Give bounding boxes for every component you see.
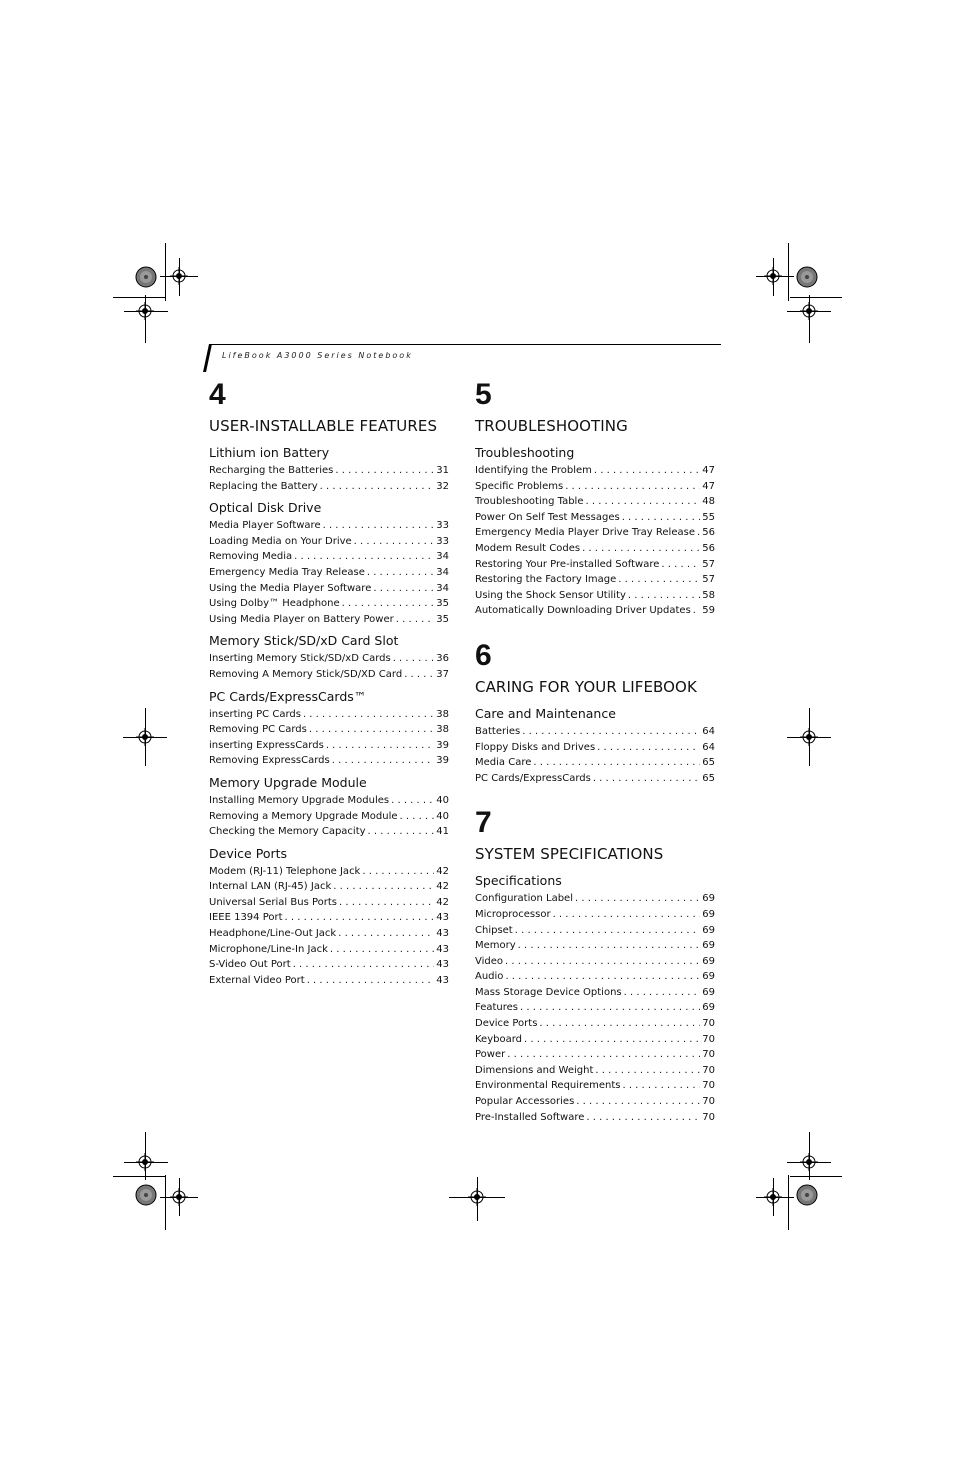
running-header [209,344,721,374]
crop-line [756,1197,794,1198]
dot-leader [594,463,700,479]
toc-entry-label: PC Cards/ExpressCards [475,772,591,784]
toc-entry-label: External Video Port [209,974,305,986]
toc-entry-label: Video [475,955,504,967]
crop-line [113,1176,165,1177]
toc-entry-label: Emergency Media Player Drive Tray Release [475,527,695,539]
chapter-block [475,639,715,786]
crop-line [449,1197,505,1198]
toc-entry-label: Features [475,1002,518,1014]
chapter-title: USER-INSTALLABLE FEATURES [209,417,438,435]
crop-line [787,311,831,312]
toc-entry[interactable] [209,667,449,683]
dot-leader [522,724,700,740]
toc-entry-page: 39 [436,739,449,751]
dot-leader [524,1032,700,1048]
crop-line [788,1175,789,1230]
color-target-icon [796,266,818,288]
toc-entry-page: 64 [702,725,715,737]
toc-entry-label: Universal Serial Bus Ports [209,896,338,908]
chapter-title: TROUBLESHOOTING [475,417,628,435]
toc-entry-page: 35 [436,613,449,625]
dot-leader [294,549,434,565]
toc-entry-label: Power [475,1049,506,1061]
toc-entry-label: Removing Media [209,551,293,563]
toc-entry-page: 69 [702,940,715,952]
toc-entry[interactable] [475,954,715,970]
dot-leader [624,985,701,1001]
dot-leader [367,565,434,581]
toc-entry-page: 56 [702,542,715,554]
dot-leader [362,864,434,880]
crop-line [790,1176,842,1177]
toc-column-right [475,378,715,1131]
toc-entry[interactable] [209,651,449,667]
section-heading: Optical Disk Drive [209,500,322,516]
toc-entry-label: Popular Accessories [475,1096,575,1108]
toc-entry-page: 69 [702,924,715,936]
dot-leader [585,494,700,510]
toc-entry-label: Memory [475,940,516,952]
dot-leader [576,1094,700,1110]
toc-entry-page: 40 [436,810,449,822]
toc-entry-page: 55 [702,511,715,523]
toc-entry-page: 43 [436,943,449,955]
toc-entry[interactable] [475,572,715,588]
color-target-icon [135,1184,157,1206]
section-heading: Device Ports [209,845,288,861]
dot-leader [330,942,434,958]
dot-leader [303,707,434,723]
chapter-title: CARING FOR YOUR LIFEBOOK [475,677,697,696]
dot-leader [307,973,435,989]
toc-entry-page: 34 [436,582,449,594]
dot-leader [339,895,434,911]
dot-leader [400,809,435,825]
crop-line [160,1197,198,1198]
toc-entry[interactable] [209,534,449,550]
toc-entry-page: 39 [436,755,449,767]
crop-line [787,1162,831,1163]
toc-entry-page: 43 [436,912,449,924]
toc-entry-label: Restoring the Factory Image [475,574,617,586]
toc-entry-page: 33 [436,520,449,532]
crop-line [165,243,166,301]
toc-entry[interactable] [475,1094,715,1110]
toc-entry-label: inserting PC Cards [209,708,301,720]
toc-entry[interactable] [209,753,449,769]
toc-entry-page: 38 [436,708,449,720]
toc-column-left [209,378,449,994]
toc-entry[interactable] [209,596,449,612]
dot-leader [565,479,700,495]
crop-line [788,243,789,301]
toc-entry-label: Identifying the Problem [475,465,592,476]
toc-entry[interactable] [475,1032,715,1048]
toc-entry[interactable] [475,907,715,923]
toc-entry[interactable] [475,603,715,619]
chapter-block [209,378,449,988]
crop-line [124,311,168,312]
toc-entry[interactable] [475,938,715,954]
toc-entry-page: 69 [702,986,715,998]
toc-entry-page: 58 [702,589,715,601]
toc-entry[interactable] [475,463,715,479]
toc-entry-label: Inserting Memory Stick/SD/xD Cards [209,653,391,665]
toc-entry[interactable] [475,1110,715,1126]
toc-entry-label: Headphone/Line-Out Jack [209,928,337,940]
toc-entry[interactable] [209,957,449,973]
section-heading: PC Cards/ExpressCards™ [209,688,367,704]
section-heading: Lithium ion Battery [209,445,330,460]
section-heading: Memory Upgrade Module [209,774,367,790]
toc-entry[interactable] [209,565,449,581]
toc-entry-label: Specific Problems [475,480,564,492]
toc-entry-page: 33 [436,535,449,547]
toc-entry-page: 37 [436,668,449,680]
crop-line [790,297,842,298]
toc-entry-label: Checking the Memory Capacity [209,826,366,838]
toc-entry-page: 47 [702,465,715,476]
toc-entry[interactable] [475,1047,715,1063]
toc-entry[interactable] [209,864,449,880]
toc-entry-label: Removing a Memory Upgrade Module [209,810,398,822]
crop-line [145,1132,146,1180]
toc-entry-page: 70 [702,1096,715,1108]
toc-entry-page: 69 [702,1002,715,1014]
toc-entry-label: Using Media Player on Battery Power [209,613,394,625]
toc-entry-label: Mass Storage Device Options [475,986,622,998]
toc-entry[interactable] [475,1016,715,1032]
crop-line [113,297,165,298]
toc-entry[interactable] [209,549,449,565]
toc-entry-label: inserting ExpressCards [209,739,324,751]
dot-leader [593,771,700,787]
dot-leader [507,1047,700,1063]
toc-entry[interactable] [475,755,715,771]
chapter-number: 6 [475,638,492,672]
toc-entry-label: Modem (RJ-11) Telephone Jack [209,865,361,877]
toc-entry-page: 31 [436,465,449,476]
toc-entry-page: 65 [702,757,715,769]
toc-entry[interactable] [209,738,449,754]
toc-entry-page: 70 [702,1111,715,1123]
dot-leader [618,572,700,588]
dot-leader [533,755,700,771]
toc-entry-label: Using the Media Player Software [209,582,372,594]
toc-entry[interactable] [475,479,715,495]
toc-entry-page: 47 [702,480,715,492]
toc-entry-page: 36 [436,653,449,665]
dot-leader [518,938,701,954]
toc-entry-page: 57 [702,558,715,570]
toc-entry-label: Media Care [475,757,532,769]
toc-entry-page: 32 [436,480,449,492]
toc-entry-label: Internal LAN (RJ-45) Jack [209,881,332,893]
toc-entry[interactable] [209,722,449,738]
toc-entry-page: 69 [702,955,715,967]
dot-leader [575,891,700,907]
dot-leader [285,910,435,926]
toc-entry[interactable] [475,724,715,740]
dot-leader [373,581,434,597]
toc-entry[interactable] [209,809,449,825]
crop-line [124,1162,168,1163]
dot-leader [586,1110,700,1126]
toc-entry[interactable] [209,910,449,926]
toc-entry-page: 69 [702,893,715,905]
chapter-number: 5 [475,378,492,411]
chapter-number: 7 [475,806,492,840]
toc-entry-label: Configuration Label [475,893,573,905]
toc-entry-label: Automatically Downloading Driver Updates [475,605,691,617]
toc-entry[interactable] [475,923,715,939]
dot-leader [597,740,700,756]
toc-entry[interactable] [209,879,449,895]
toc-entry-label: Power On Self Test Messages [475,511,620,523]
dot-leader [515,923,701,939]
toc-entry-label: Recharging the Batteries [209,465,334,476]
dot-leader [393,651,435,667]
toc-entry[interactable] [209,973,449,989]
dot-leader [622,1078,700,1094]
toc-entry[interactable] [475,541,715,557]
toc-entry-page: 43 [436,959,449,971]
toc-entry-page: 35 [436,598,449,610]
color-target-icon [796,1184,818,1206]
toc-entry-page: 34 [436,566,449,578]
dot-leader [342,596,435,612]
toc-entry-label: Dimensions and Weight [475,1064,594,1076]
chapter-number: 4 [209,378,226,411]
section-heading: Troubleshooting [475,445,575,460]
toc-entry[interactable] [475,771,715,787]
dot-leader [293,957,435,973]
toc-entry[interactable] [209,581,449,597]
toc-entry-label: Emergency Media Tray Release [209,566,365,578]
dot-leader [368,824,435,840]
toc-entry-label: Removing PC Cards [209,724,307,736]
crop-line [787,737,831,738]
toc-entry-label: Media Player Software [209,520,321,532]
toc-entry-label: Chipset [475,924,513,936]
chapter-block [475,806,715,1125]
toc-entry-page: 64 [702,741,715,753]
toc-entry-label: Environmental Requirements [475,1080,621,1092]
crop-line [160,276,198,277]
toc-entry-label: Pre-Installed Software [475,1111,585,1123]
toc-entry[interactable] [209,479,449,495]
crop-line [477,1177,478,1221]
dot-leader [323,518,435,534]
toc-entry-label: Batteries [475,725,521,737]
crop-line [756,276,794,277]
toc-entry-label: Keyboard [475,1033,523,1045]
header-tick-mark [203,344,212,372]
dot-leader [309,722,434,738]
dot-leader [354,534,435,550]
toc-entry-page: 57 [702,574,715,586]
toc-entry[interactable] [209,793,449,809]
toc-entry-page: 70 [702,1080,715,1092]
toc-entry[interactable] [475,494,715,510]
chapter-spacer [475,792,715,806]
dot-leader [595,1063,700,1079]
toc-entry-page: 34 [436,551,449,563]
toc-entry[interactable] [475,891,715,907]
toc-entry-label: Device Ports [475,1018,538,1030]
toc-entry-page: 69 [702,971,715,983]
header-rule [209,344,721,345]
toc-entry[interactable] [209,518,449,534]
toc-entry-label: Troubleshooting Table [475,496,584,508]
crop-line [165,1175,166,1230]
crop-line [773,258,774,296]
toc-entry-page: 48 [702,496,715,508]
toc-entry[interactable] [209,895,449,911]
toc-entry-label: Restoring Your Pre-installed Software [475,558,660,570]
crop-line [123,737,167,738]
toc-entry-page: 69 [702,908,715,920]
toc-entry-page: 41 [436,826,449,838]
toc-entry-page: 56 [702,527,715,539]
toc-entry-page: 70 [702,1018,715,1030]
toc-entry-label: IEEE 1394 Port [209,912,283,924]
dot-leader [553,907,701,923]
dot-leader [332,753,435,769]
toc-entry-label: Using the Shock Sensor Utility [475,589,626,601]
dot-leader [404,667,434,683]
dot-leader [320,479,435,495]
dot-leader [505,969,700,985]
dot-leader [628,588,700,604]
toc-entry[interactable] [475,1078,715,1094]
crop-line [809,295,810,343]
toc-entry-page: 42 [436,896,449,908]
toc-entry[interactable] [209,942,449,958]
toc-entry[interactable] [475,740,715,756]
dot-leader [391,793,434,809]
toc-entry-label: S-Video Out Port [209,959,291,971]
toc-entry[interactable] [209,463,449,479]
toc-entry[interactable] [475,525,715,541]
toc-entry-page: 43 [436,928,449,940]
dot-leader [505,954,700,970]
toc-entry-page: 65 [702,772,715,784]
toc-entry[interactable] [209,612,449,628]
crop-line [809,1132,810,1180]
crop-line [179,258,180,296]
toc-entry[interactable] [475,969,715,985]
toc-entry-label: Floppy Disks and Drives [475,741,596,753]
dot-leader [520,1000,700,1016]
toc-entry-label: Using Dolby™ Headphone [209,598,340,610]
toc-entry[interactable] [475,985,715,1001]
section-heading: Care and Maintenance [475,705,616,721]
toc-entry-label: Removing A Memory Stick/SD/XD Card [209,668,403,680]
toc-entry-label: Microprocessor [475,908,551,920]
chapter-title: SYSTEM SPECIFICATIONS [475,845,664,864]
toc-entry-label: Replacing the Battery [209,480,318,492]
toc-entry-page: 38 [436,724,449,736]
dot-leader [539,1016,700,1032]
toc-entry[interactable] [475,510,715,526]
toc-entry-label: Loading Media on Your Drive [209,535,352,547]
toc-entry-label: Microphone/Line-In Jack [209,943,328,955]
toc-entry-page: 59 [702,605,715,617]
toc-entry[interactable] [475,557,715,573]
toc-entry-page: 70 [702,1033,715,1045]
toc-entry[interactable] [209,824,449,840]
toc-entry-label: Installing Memory Upgrade Modules [209,794,390,806]
toc-entry-label: Removing ExpressCards [209,755,330,767]
header-title: LifeBook A3000 Series Notebook [222,351,413,360]
dot-leader [661,557,700,573]
toc-entry-label: Modem Result Codes [475,542,581,554]
toc-entry[interactable] [475,1063,715,1079]
color-target-icon [135,266,157,288]
chapter-block [475,378,715,619]
toc-entry[interactable] [475,1000,715,1016]
toc-entry-page: 42 [436,865,449,877]
dot-leader [333,879,434,895]
toc-entry[interactable] [209,926,449,942]
dot-leader [335,463,434,479]
dot-leader [338,926,434,942]
dot-leader [582,541,700,557]
section-heading: Specifications [475,873,562,889]
toc-entry-page: 70 [702,1064,715,1076]
dot-leader [396,612,435,628]
dot-leader [326,738,434,754]
toc-entry-page: 40 [436,794,449,806]
toc-entry-page: 42 [436,881,449,893]
crop-line [145,295,146,343]
dot-leader [693,603,700,619]
toc-entry-page: 43 [436,974,449,986]
toc-entry-page: 70 [702,1049,715,1061]
toc-entry[interactable] [475,588,715,604]
toc-entry-label: Audio [475,971,504,983]
dot-leader [697,525,700,541]
chapter-spacer [475,625,715,639]
toc-entry[interactable] [209,707,449,723]
section-heading: Memory Stick/SD/xD Card Slot [209,633,399,649]
dot-leader [622,510,701,526]
